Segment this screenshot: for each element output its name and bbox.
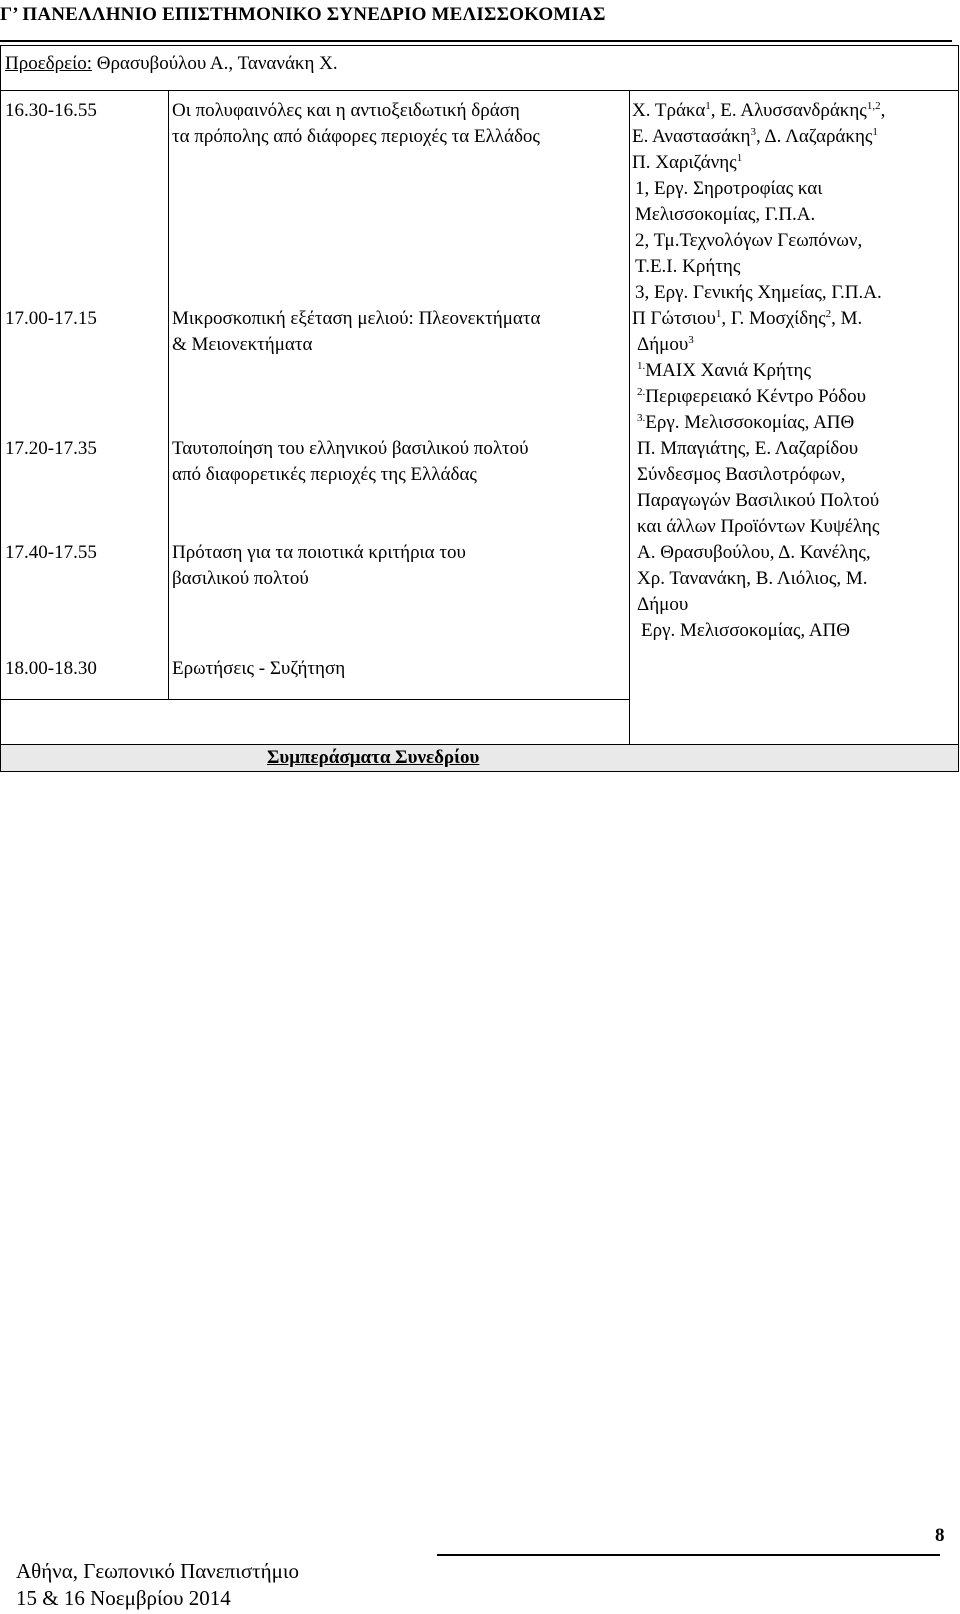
session-time: 18.00-18.30 — [5, 658, 97, 679]
affiliation-line: $^{3.}$Εργ. Μελισσοκομίας, ΑΠΘ — [637, 412, 855, 433]
session-authors-line: Δήμου$^3$ — [637, 334, 694, 355]
session-authors-line: Χρ. Τανανάκη, Β. Λιόλιος, Μ. — [637, 568, 868, 589]
header-rule — [0, 40, 952, 42]
presidium-names: Θρασυβούλου Α., Τανανάκη Χ. — [96, 53, 338, 74]
footer-date: 15 & 16 Νοεμβρίου 2014 — [16, 1586, 231, 1610]
affiliation-line: $^{2.}$Περιφερειακό Κέντρο Ρόδου — [637, 386, 867, 407]
row-divider — [1, 90, 958, 91]
session-authors-line: Π Γώτσιου$^1$, Γ. Μοσχίδης$^2$, Μ. — [632, 308, 863, 329]
footer-rule — [437, 1554, 940, 1556]
session-time: 17.00-17.15 — [5, 308, 97, 329]
presidium-line — [5, 51, 338, 77]
session-time: 17.40-17.55 — [5, 542, 97, 563]
footer-venue: Αθήνα, Γεωπονικό Πανεπιστήμιο — [16, 1559, 299, 1583]
session-title-line: από διαφορετικές περιοχές της Ελλάδας — [172, 464, 477, 485]
program-table — [0, 45, 959, 772]
session-title-line: τα πρόπολης από διάφορες περιοχές τα Ελλάδος — [172, 126, 540, 147]
session-title-line: Ερωτήσεις - Συζήτηση — [172, 658, 346, 679]
session-authors-line: και άλλων Προϊόντων Κυψέλης — [637, 516, 880, 537]
affiliation-line: Τ.Ε.Ι. Κρήτης — [635, 256, 741, 277]
presidium-label: Προεδρείο: — [5, 53, 92, 74]
session-title-line: Οι πολυφαινόλες και η αντιοξειδωτική δράση — [172, 100, 520, 121]
affiliation-line: 2, Τμ.Τεχνολόγων Γεωπόνων, — [635, 230, 863, 251]
affiliation-line: 3, Εργ. Γενικής Χημείας, Γ.Π.Α. — [635, 282, 882, 303]
session-title-line: Πρόταση για τα ποιοτικά κριτήρια του — [172, 542, 466, 563]
session-title-line: & Μειονεκτήματα — [172, 334, 313, 355]
session-time: 16.30-16.55 — [5, 100, 97, 121]
affiliation-line: $^{1.}$ΜΑΙΧ Χανιά Κρήτης — [637, 360, 811, 381]
page-number: 8 — [935, 1525, 945, 1546]
session-authors-line: Δήμου — [637, 594, 689, 615]
session-title-line: Μικροσκοπική εξέταση μελιού: Πλεονεκτήματα — [172, 308, 541, 329]
column-divider-title — [168, 91, 169, 699]
session-title-line: βασιλικού πολτού — [172, 568, 309, 589]
conclusions-row-background — [1, 745, 958, 771]
affiliation-line: 1, Εργ. Σηροτροφίας και — [635, 178, 823, 199]
session-authors-line: Π. Μπαγιάτης, Ε. Λαζαρίδου — [637, 438, 859, 459]
column-divider-authors — [629, 91, 630, 744]
row-divider — [1, 699, 629, 700]
session-title-line: Ταυτοποίηση του ελληνικού βασιλικού πολτού — [172, 438, 529, 459]
page-header-title: Γ’ ΠΑΝΕΛΛΗΝΙΟ ΕΠΙΣΤΗΜΟΝΙΚΟ ΣΥΝΕΔΡΙΟ ΜΕΛΙΣΣΟΚΟΜΙΑΣ — [0, 4, 606, 25]
session-authors-line: Χ. Τράκα$^1$, Ε. Αλυσσανδράκης$^{1,2}$, — [632, 100, 886, 121]
session-authors-line: Π. Χαριζάνης$^1$ — [632, 152, 743, 173]
session-authors-line: Παραγωγών Βασιλικού Πολτού — [637, 490, 880, 511]
session-authors-line: Ε. Αναστασάκη$^3$, Δ. Λαζαράκης$^1$ — [632, 126, 878, 147]
session-time: 17.20-17.35 — [5, 438, 97, 459]
session-authors-line: Σύνδεσμος Βασιλοτρόφων, — [637, 464, 846, 485]
affiliation-line: Μελισσοκομίας, Γ.Π.Α. — [635, 204, 816, 225]
session-authors-line: Εργ. Μελισσοκομίας, ΑΠΘ — [641, 620, 850, 641]
conclusions-heading: Συμπεράσματα Συνεδρίου — [267, 747, 480, 768]
session-authors-line: Α. Θρασυβούλου, Δ. Κανέλης, — [637, 542, 871, 563]
